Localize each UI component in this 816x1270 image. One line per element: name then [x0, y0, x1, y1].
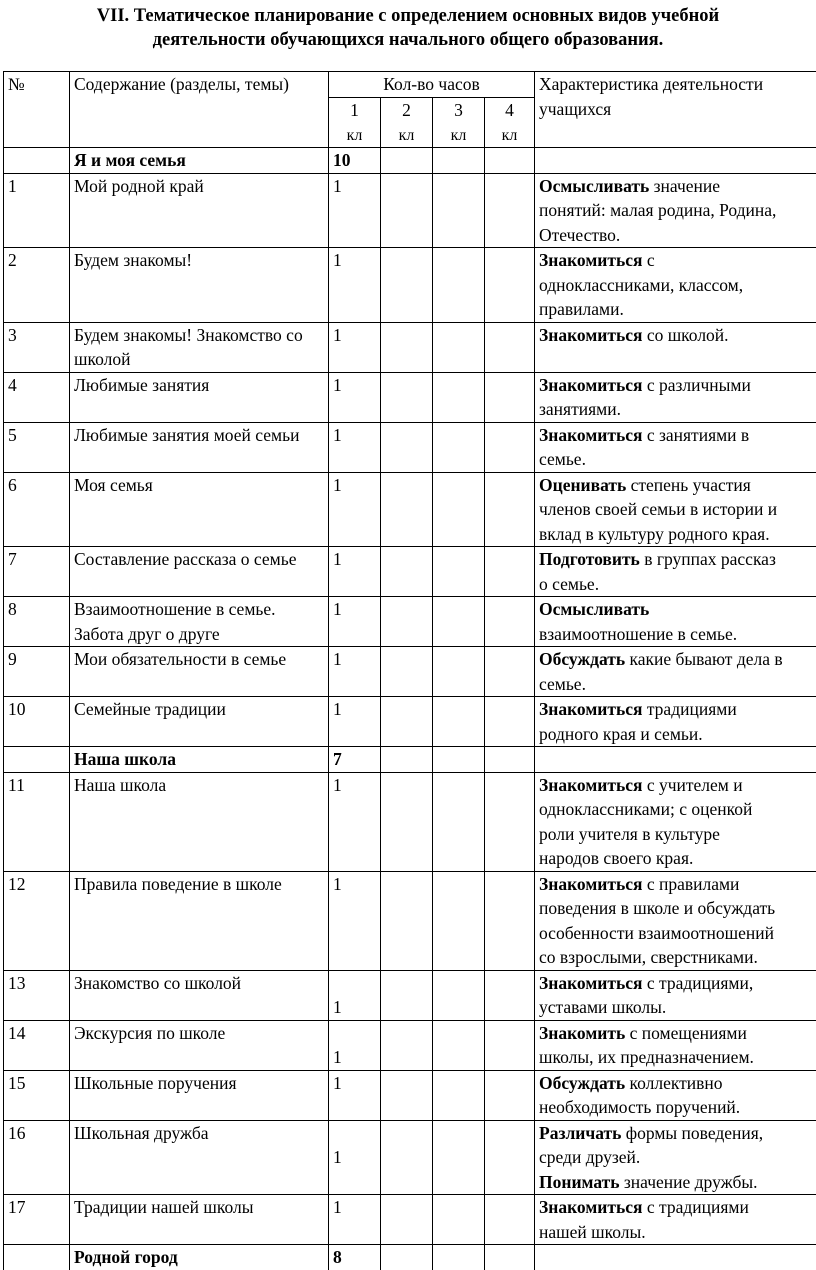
lesson-activity: [535, 647, 816, 697]
lesson-num: 5: [4, 422, 70, 472]
grade-empty-cell: [485, 772, 535, 871]
activity-line: [539, 248, 816, 273]
lesson-hours: [329, 248, 381, 323]
activity-line: о семье.: [539, 572, 816, 597]
table-row: [4, 472, 816, 547]
activity-verb: Осмысливать: [539, 176, 649, 196]
grade-empty-cell: [381, 422, 433, 472]
table-row: [4, 322, 816, 372]
header-content: Содержание (разделы, темы): [70, 72, 329, 148]
grade-empty-cell: [433, 173, 485, 248]
lesson-topic: Школьные поручения: [70, 1070, 329, 1120]
activity-line: [539, 1071, 816, 1096]
grade-empty-cell: [485, 970, 535, 1020]
lesson-topic: Знакомство со школой: [70, 970, 329, 1020]
lesson-activity: [535, 372, 816, 422]
grade-empty-cell: [433, 372, 485, 422]
grade-number: 1: [350, 100, 359, 120]
activity-text: формы поведения,: [621, 1123, 763, 1143]
lesson-activity: [535, 173, 816, 248]
activity-line: [539, 597, 816, 622]
lesson-activity: [535, 1070, 816, 1120]
lesson-hours: [329, 547, 381, 597]
lesson-num: 13: [4, 970, 70, 1020]
activity-verb: Знакомиться: [539, 775, 642, 795]
section-num: [4, 148, 70, 174]
lesson-topic: Моя семья: [70, 472, 329, 547]
activity-line: школы, их предназначением.: [539, 1045, 816, 1070]
lesson-topic: Традиции нашей школы: [70, 1195, 329, 1245]
activity-line: [539, 473, 816, 498]
hours-value: 1: [333, 1197, 342, 1217]
grade-empty-cell: [381, 372, 433, 422]
grade-empty-cell: [433, 248, 485, 323]
lesson-num: 6: [4, 472, 70, 547]
lesson-hours: [329, 871, 381, 970]
activity-text: в группах рассказ: [640, 549, 776, 569]
lesson-topic: Будем знакомы! Знакомство со школой: [70, 322, 329, 372]
section-hours: 10: [329, 148, 381, 174]
section-empty-cell: [433, 1245, 485, 1270]
section-empty-cell: [433, 747, 485, 773]
lesson-activity: [535, 871, 816, 970]
lesson-hours: [329, 1195, 381, 1245]
lesson-hours: [329, 647, 381, 697]
activity-text: с традициями: [642, 1197, 748, 1217]
section-empty-cell: [485, 148, 535, 174]
lesson-topic: Любимые занятия моей семьи: [70, 422, 329, 472]
grade-empty-cell: [485, 1020, 535, 1070]
activity-line: [539, 1170, 816, 1195]
page-title: [0, 4, 816, 52]
activity-line: [539, 1021, 816, 1046]
activity-line: со взрослыми, сверстниками.: [539, 945, 816, 970]
activity-line: [539, 423, 816, 448]
lesson-hours: [329, 772, 381, 871]
grade-empty-cell: [433, 422, 485, 472]
grade-empty-cell: [485, 248, 535, 323]
table-row: [4, 1020, 816, 1070]
activity-line: [539, 1121, 816, 1146]
hours-value: 1: [333, 874, 342, 894]
grade-empty-cell: [433, 322, 485, 372]
activity-line: нашей школы.: [539, 1220, 816, 1245]
lesson-hours: [329, 422, 381, 472]
grade-empty-cell: [485, 472, 535, 547]
lesson-activity: [535, 1195, 816, 1245]
lesson-topic: Наша школа: [70, 772, 329, 871]
grade-empty-cell: [485, 547, 535, 597]
hours-value: 1: [333, 699, 342, 719]
lesson-num: 7: [4, 547, 70, 597]
lesson-topic: Мой родной край: [70, 173, 329, 248]
activity-line: [539, 547, 816, 572]
activity-line: занятиями.: [539, 397, 816, 422]
lesson-num: 17: [4, 1195, 70, 1245]
activity-verb: Знакомиться: [539, 375, 642, 395]
lesson-hours: [329, 970, 381, 1020]
header-grade-4: [485, 97, 535, 148]
activity-verb: Различать: [539, 1123, 621, 1143]
lesson-num: 10: [4, 697, 70, 747]
activity-line: [539, 323, 816, 348]
section-name: Я и моя семья: [70, 148, 329, 174]
lesson-activity: [535, 597, 816, 647]
activity-line: членов своей семьи в истории и: [539, 497, 816, 522]
activity-verb: Обсуждать: [539, 1073, 625, 1093]
activity-line: одноклассниками, классом,: [539, 273, 816, 298]
hours-value: 1: [333, 425, 342, 445]
grade-empty-cell: [485, 597, 535, 647]
grade-empty-cell: [381, 871, 433, 970]
activity-line: особенности взаимоотношений: [539, 921, 816, 946]
grade-unit: кл: [485, 122, 534, 147]
hours-value: 1: [333, 325, 342, 345]
lesson-topic: Взаимоотношение в семье. Забота друг о друге: [70, 597, 329, 647]
table-row: [4, 422, 816, 472]
section-empty-cell: [381, 747, 433, 773]
grade-empty-cell: [433, 547, 485, 597]
lesson-topic: Правила поведение в школе: [70, 871, 329, 970]
activity-line: вклад в культуру родного края.: [539, 522, 816, 547]
lesson-hours: [329, 372, 381, 422]
title-line-1: VII. Тематическое планирование с определением основных видов учебной: [0, 4, 816, 28]
grade-empty-cell: [433, 1070, 485, 1120]
activity-line: [539, 773, 816, 798]
table-row: [4, 597, 816, 647]
hours-value: 1: [333, 549, 342, 569]
hours-value: 1: [333, 176, 342, 196]
table-row: [4, 1120, 816, 1195]
activity-verb: Знакомиться: [539, 250, 642, 270]
grade-empty-cell: [485, 372, 535, 422]
activity-text: с традициями,: [642, 973, 753, 993]
activity-text: с: [642, 250, 654, 270]
activity-verb: Осмысливать: [539, 599, 649, 619]
table-row: [4, 173, 816, 248]
planning-table: [3, 71, 816, 1270]
grade-empty-cell: [485, 697, 535, 747]
lesson-activity: [535, 1120, 816, 1195]
activity-line: среди друзей.: [539, 1145, 816, 1170]
lesson-num: 16: [4, 1120, 70, 1195]
lesson-topic: Любимые занятия: [70, 372, 329, 422]
title-line-2: деятельности обучающихся начального общего образования.: [0, 28, 816, 52]
activity-text: с помещениями: [625, 1023, 747, 1043]
activity-line: семье.: [539, 447, 816, 472]
grade-empty-cell: [381, 1120, 433, 1195]
section-row: [4, 1245, 816, 1270]
grade-unit: кл: [329, 122, 380, 147]
lesson-num: 14: [4, 1020, 70, 1070]
lesson-hours: [329, 472, 381, 547]
grade-empty-cell: [381, 697, 433, 747]
grade-empty-cell: [433, 772, 485, 871]
grade-number: 2: [402, 100, 411, 120]
activity-text: с занятиями в: [642, 425, 749, 445]
grade-empty-cell: [485, 647, 535, 697]
lesson-activity: [535, 697, 816, 747]
activity-line: уставами школы.: [539, 995, 816, 1020]
header-grade-2: [381, 97, 433, 148]
section-activity: [535, 148, 816, 174]
activity-text: значение: [649, 176, 720, 196]
lesson-num: 8: [4, 597, 70, 647]
table-row: [4, 248, 816, 323]
grade-unit: кл: [433, 122, 484, 147]
lesson-num: 1: [4, 173, 70, 248]
grade-empty-cell: [433, 472, 485, 547]
grade-empty-cell: [433, 697, 485, 747]
lesson-num: 4: [4, 372, 70, 422]
header-activity: Характеристика деятельности учащихся: [535, 72, 816, 148]
section-row: [4, 148, 816, 174]
lesson-num: 15: [4, 1070, 70, 1120]
table-row: [4, 1195, 816, 1245]
grade-empty-cell: [381, 970, 433, 1020]
activity-line: Отечество.: [539, 223, 816, 248]
activity-verb: Понимать: [539, 1172, 619, 1192]
lesson-hours: [329, 1020, 381, 1070]
section-empty-cell: [485, 1245, 535, 1270]
lesson-num: 11: [4, 772, 70, 871]
grade-empty-cell: [485, 1120, 535, 1195]
hours-value: 1: [333, 649, 342, 669]
activity-line: [539, 697, 816, 722]
lesson-num: 9: [4, 647, 70, 697]
activity-verb: Знакомиться: [539, 325, 642, 345]
table-row: [4, 871, 816, 970]
hours-value: 1: [333, 1073, 342, 1093]
activity-verb: Знакомиться: [539, 699, 642, 719]
grade-empty-cell: [485, 322, 535, 372]
activity-text: с учителем и: [642, 775, 742, 795]
section-empty-cell: [485, 747, 535, 773]
hours-value: 1: [333, 599, 342, 619]
activity-line: семье.: [539, 672, 816, 697]
grade-empty-cell: [433, 970, 485, 1020]
section-empty-cell: [433, 148, 485, 174]
activity-verb: Обсуждать: [539, 649, 625, 669]
table-row: [4, 772, 816, 871]
lesson-topic: Экскурсия по школе: [70, 1020, 329, 1070]
lesson-hours: [329, 173, 381, 248]
activity-verb: Знакомиться: [539, 874, 642, 894]
section-num: [4, 747, 70, 773]
activity-line: [539, 647, 816, 672]
grade-empty-cell: [485, 173, 535, 248]
activity-line: правилами.: [539, 297, 816, 322]
lesson-activity: [535, 970, 816, 1020]
activity-line: [539, 1195, 816, 1220]
grade-empty-cell: [381, 1070, 433, 1120]
lesson-topic: Семейные традиции: [70, 697, 329, 747]
lesson-topic: Составление рассказа о семье: [70, 547, 329, 597]
hours-value: 1: [333, 971, 380, 1020]
grade-number: 3: [454, 100, 463, 120]
section-empty-cell: [381, 148, 433, 174]
table-row: [4, 1070, 816, 1120]
header-row-1: [4, 72, 816, 98]
section-activity: [535, 747, 816, 773]
header-num: №: [4, 72, 70, 148]
activity-line: взаимоотношение в семье.: [539, 622, 816, 647]
hours-value: 1: [333, 775, 342, 795]
lesson-activity: [535, 547, 816, 597]
section-name: Родной город: [70, 1245, 329, 1270]
hours-value: 1: [333, 475, 342, 495]
activity-text: какие бывают дела в: [625, 649, 783, 669]
activity-verb: Оценивать: [539, 475, 626, 495]
activity-line: [539, 872, 816, 897]
header-grade-1: [329, 97, 381, 148]
grade-empty-cell: [381, 1020, 433, 1070]
grade-empty-cell: [381, 472, 433, 547]
activity-text: традициями: [642, 699, 736, 719]
grade-empty-cell: [381, 547, 433, 597]
activity-verb: Знакомиться: [539, 973, 642, 993]
grade-number: 4: [505, 100, 514, 120]
activity-text: коллективно: [625, 1073, 722, 1093]
lesson-topic: Школьная дружба: [70, 1120, 329, 1195]
activity-line: поведения в школе и обсуждать: [539, 896, 816, 921]
table-row: [4, 647, 816, 697]
activity-line: понятий: малая родина, Родина,: [539, 198, 816, 223]
header-grade-3: [433, 97, 485, 148]
grade-empty-cell: [433, 871, 485, 970]
activity-verb: Знакомить: [539, 1023, 625, 1043]
table-body: [4, 72, 816, 1270]
activity-line: необходимость поручений.: [539, 1095, 816, 1120]
grade-empty-cell: [485, 1070, 535, 1120]
hours-value: 1: [333, 250, 342, 270]
table-row: [4, 372, 816, 422]
lesson-activity: [535, 248, 816, 323]
grade-empty-cell: [381, 772, 433, 871]
header-hours: Кол-во часов: [329, 72, 535, 98]
grade-empty-cell: [381, 597, 433, 647]
lesson-activity: [535, 1020, 816, 1070]
activity-verb: Знакомиться: [539, 1197, 642, 1217]
grade-empty-cell: [433, 1020, 485, 1070]
grade-empty-cell: [381, 1195, 433, 1245]
activity-verb: Знакомиться: [539, 425, 642, 445]
lesson-topic: Мои обязательности в семье: [70, 647, 329, 697]
activity-line: [539, 373, 816, 398]
section-hours: 7: [329, 747, 381, 773]
activity-line: роли учителя в культуре: [539, 822, 816, 847]
activity-line: одноклассниками; с оценкой: [539, 797, 816, 822]
lesson-activity: [535, 422, 816, 472]
activity-text: с различными: [642, 375, 750, 395]
hours-value: 1: [333, 1121, 380, 1170]
activity-text: степень участия: [626, 475, 751, 495]
grade-empty-cell: [433, 1120, 485, 1195]
grade-empty-cell: [381, 173, 433, 248]
grade-empty-cell: [381, 647, 433, 697]
table-row: [4, 547, 816, 597]
activity-text: с правилами: [642, 874, 739, 894]
grade-empty-cell: [433, 597, 485, 647]
lesson-hours: [329, 1120, 381, 1195]
section-num: [4, 1245, 70, 1270]
lesson-hours: [329, 1070, 381, 1120]
lesson-hours: [329, 697, 381, 747]
grade-empty-cell: [485, 1195, 535, 1245]
lesson-activity: [535, 472, 816, 547]
lesson-topic: Будем знакомы!: [70, 248, 329, 323]
lesson-activity: [535, 322, 816, 372]
grade-empty-cell: [381, 322, 433, 372]
activity-line: [539, 971, 816, 996]
section-empty-cell: [381, 1245, 433, 1270]
activity-text: значение дружбы.: [619, 1172, 757, 1192]
section-activity: [535, 1245, 816, 1270]
grade-unit: кл: [381, 122, 432, 147]
hours-value: 1: [333, 1021, 380, 1070]
lesson-hours: [329, 597, 381, 647]
activity-text: со школой.: [642, 325, 728, 345]
lesson-num: 2: [4, 248, 70, 323]
lesson-num: 12: [4, 871, 70, 970]
table-row: [4, 697, 816, 747]
table-row: [4, 970, 816, 1020]
activity-verb: Подготовить: [539, 549, 640, 569]
grade-empty-cell: [381, 248, 433, 323]
section-row: [4, 747, 816, 773]
hours-value: 1: [333, 375, 342, 395]
lesson-num: 3: [4, 322, 70, 372]
section-name: Наша школа: [70, 747, 329, 773]
grade-empty-cell: [433, 1195, 485, 1245]
grade-empty-cell: [433, 647, 485, 697]
lesson-hours: [329, 322, 381, 372]
activity-line: народов своего края.: [539, 846, 816, 871]
lesson-activity: [535, 772, 816, 871]
section-hours: 8: [329, 1245, 381, 1270]
activity-line: [539, 174, 816, 199]
grade-empty-cell: [485, 871, 535, 970]
activity-line: родного края и семьи.: [539, 722, 816, 747]
grade-empty-cell: [485, 422, 535, 472]
